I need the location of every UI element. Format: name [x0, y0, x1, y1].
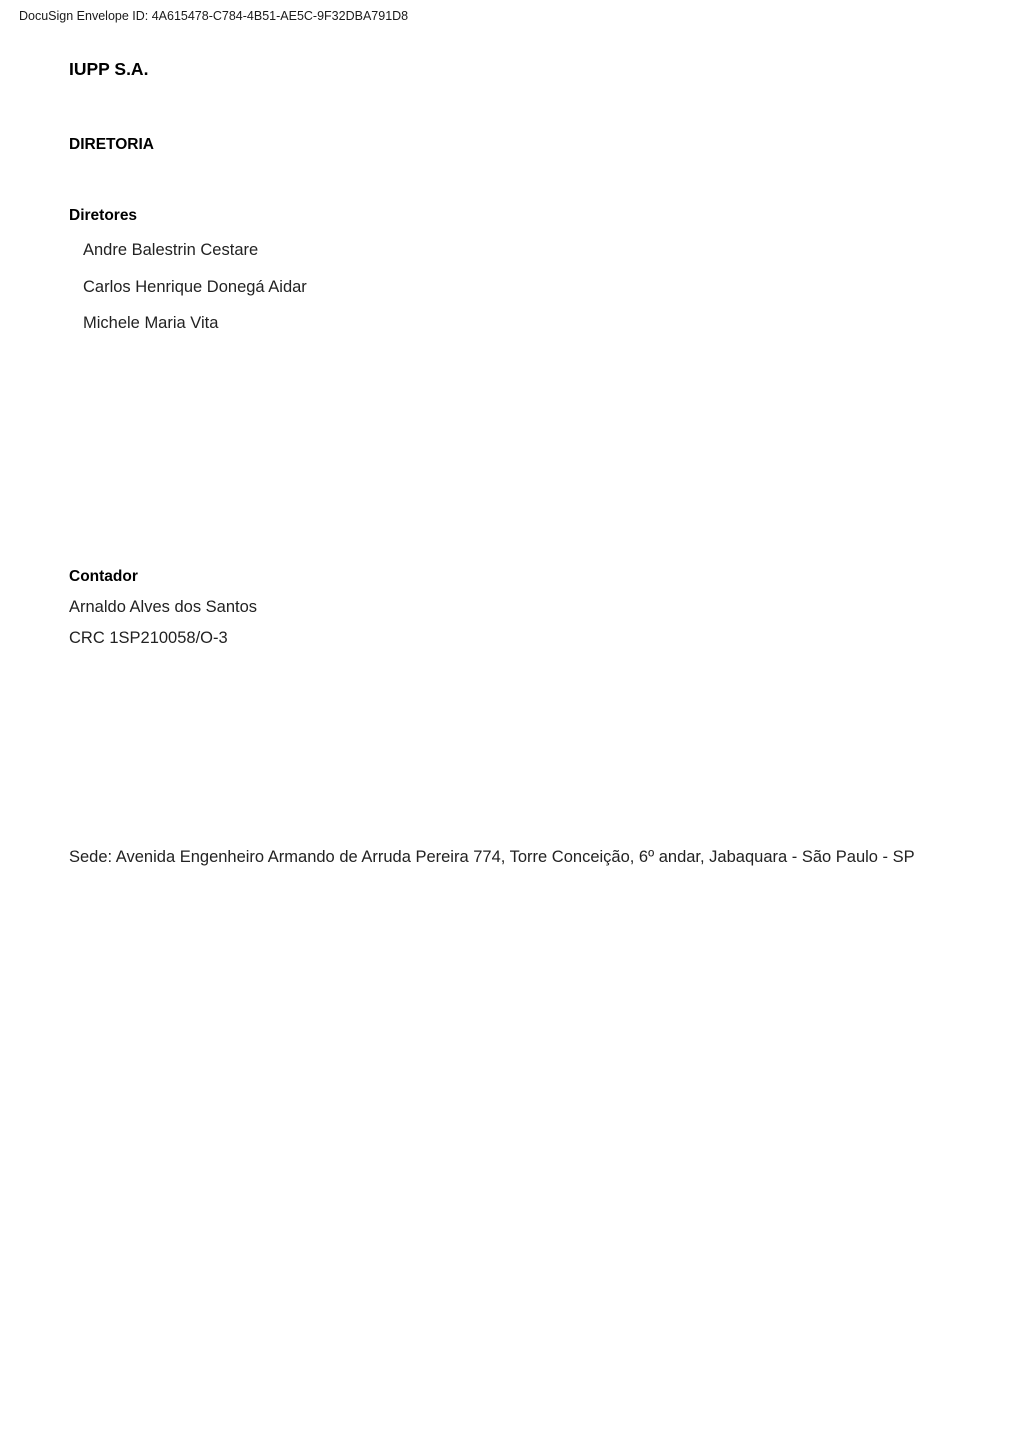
directors-heading: Diretores: [69, 207, 138, 224]
director-name: Michele Maria Vita: [83, 314, 219, 332]
directors-list: [83, 240, 307, 350]
director-name: Andre Balestrin Cestare: [83, 241, 259, 259]
accountant-heading: Contador: [69, 568, 138, 585]
accountant-name: Arnaldo Alves dos Santos: [69, 598, 258, 616]
envelope-id-header: DocuSign Envelope ID: 4A615478-C784-4B51-AE5C-9F32DBA791D8: [19, 9, 409, 23]
company-address: Sede: Avenida Engenheiro Armando de Arruda Pereira 774, Torre Conceição, 6º andar, Jabaquara - São Paulo - SP: [69, 848, 915, 866]
company-name: IUPP S.A.: [69, 59, 149, 79]
board-heading: DIRETORIA: [69, 136, 154, 153]
director-name: Carlos Henrique Donegá Aidar: [83, 277, 307, 296]
accountant-crc: CRC 1SP210058/O-3: [69, 629, 228, 647]
